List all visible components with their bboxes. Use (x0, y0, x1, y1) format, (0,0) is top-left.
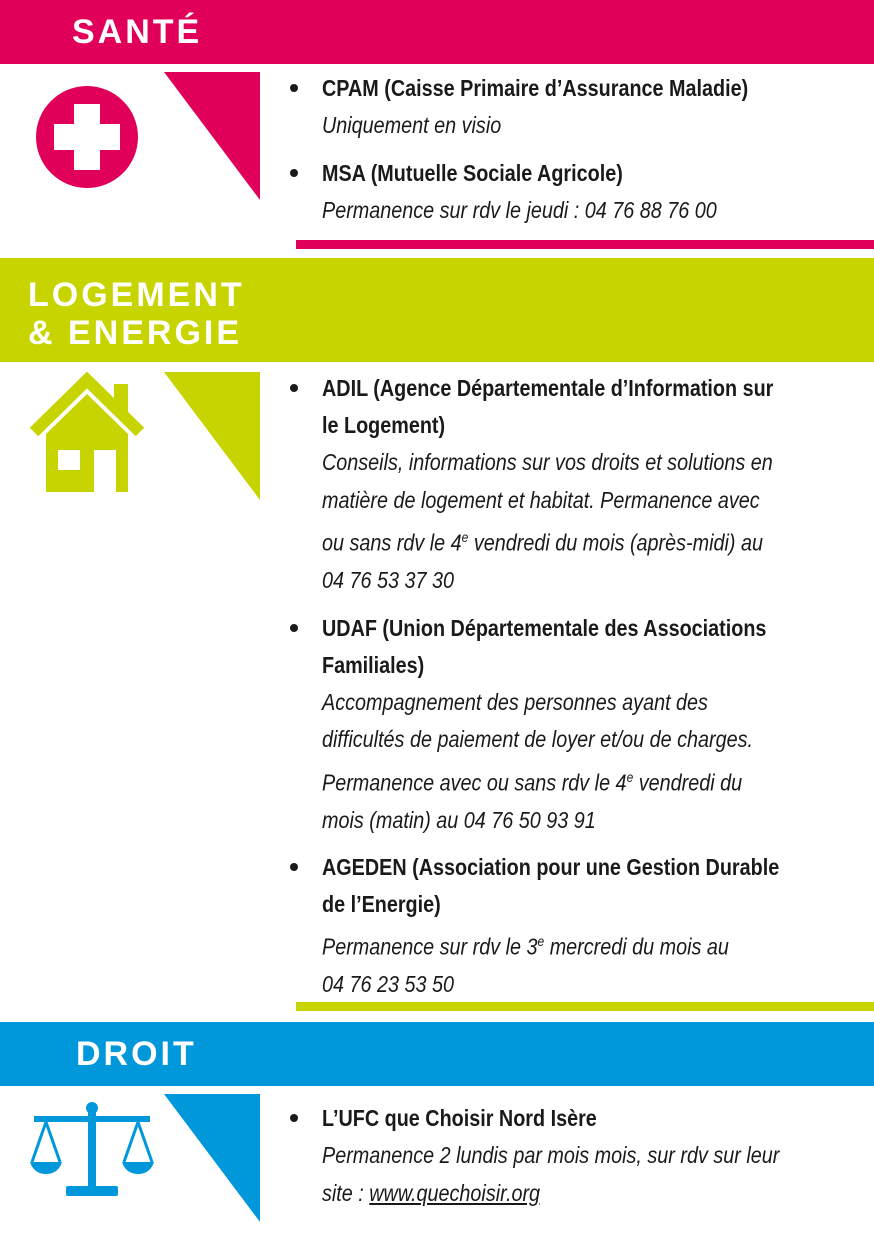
item-desc-cpam: Uniquement en visio (322, 112, 502, 138)
item-title-cpam: CPAM (Caisse Primaire d’Assurance Maladie) (322, 75, 749, 101)
item-desc-msa: Permanence sur rdv le jeudi : 04 76 88 76 00 (322, 196, 717, 223)
item-title-ufc: L’UFC que Choisir Nord Isère (322, 1105, 597, 1131)
triangle-decoration-logement (164, 372, 260, 500)
item-desc-adil: Conseils, informations sur vos droits et solutions en matière de logement et habitat. Permanence avec ou sans rdv le 4e vendredi du mois (après-midi) au 04 76 53 37 30 (322, 449, 773, 594)
section-header-sante (0, 0, 874, 64)
list-item (290, 1100, 850, 1212)
bullet (290, 384, 298, 392)
item-desc-ufc: Permanence 2 lundis par mois mois, sur rdv sur leur site : www.quechoisir.org (322, 1142, 780, 1206)
item-desc-ageden: Permanence sur rdv le 3e mercredi du mois au 04 76 23 53 50 (322, 933, 729, 998)
divider-logement (296, 1002, 874, 1011)
medical-cross-icon (36, 86, 138, 188)
bullet (290, 84, 298, 92)
item-desc-udaf: Accompagnement des personnes ayant des difficultés de paiement de loyer et/ou de charges. Permanence avec ou sans rdv le 4e vendredi du mois (matin) au 04 76 50 93 91 (322, 688, 754, 833)
bullet (290, 863, 298, 871)
divider-sante (296, 240, 874, 249)
section-title-sante: SANTÉ (72, 13, 203, 51)
house-icon (30, 372, 144, 494)
list-item (290, 370, 850, 600)
scales-icon (28, 1102, 156, 1198)
item-title-msa: MSA (Mutuelle Sociale Agricole) (322, 159, 623, 186)
list-item (290, 70, 850, 145)
item-title-ageden: AGEDEN (Association pour une Gestion Durable de l’Energie) (322, 854, 780, 918)
quechoisir-link[interactable]: www.quechoisir.org (369, 1179, 541, 1206)
list-item (290, 610, 850, 840)
bullet (290, 1114, 298, 1122)
logement-list (290, 370, 850, 1014)
item-title-udaf: UDAF (Union Départementale des Associations Familiales) (322, 614, 767, 678)
triangle-decoration-sante (164, 72, 260, 200)
section-title-droit: DROIT (76, 1035, 197, 1073)
bullet (290, 169, 298, 177)
item-title-adil: ADIL (Agence Départementale d’Information sur le Logement) (322, 375, 774, 438)
triangle-decoration-droit (164, 1094, 260, 1222)
bullet (290, 624, 298, 632)
section-header-droit (0, 1022, 874, 1086)
sante-list (290, 70, 850, 239)
list-item (290, 155, 850, 230)
section-header-logement (0, 258, 874, 362)
section-title-logement: LOGEMENT & ENERGIE (28, 276, 245, 352)
list-item (290, 849, 850, 1004)
droit-list (290, 1100, 850, 1222)
